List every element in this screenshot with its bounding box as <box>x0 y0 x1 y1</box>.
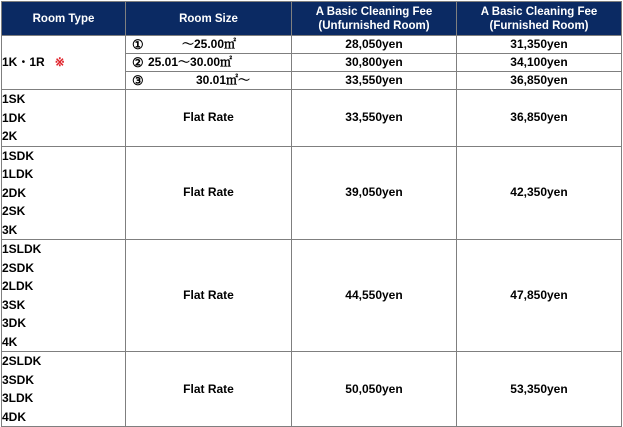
table-row <box>2 90 622 147</box>
room-size-cell <box>126 72 292 90</box>
room-type-cell <box>2 36 126 90</box>
room-type-label: 1SLDK <box>2 242 42 256</box>
room-type-label: 3K <box>2 222 18 237</box>
room-type-label: 3DK <box>2 316 27 330</box>
room-size-cell <box>126 54 292 72</box>
unfurnished-fee-cell: 33,550yen <box>292 90 457 147</box>
unfurnished-fee-cell: 30,800yen <box>292 54 457 72</box>
header-room-type: Room Type <box>2 2 126 36</box>
table-row <box>2 36 622 54</box>
header-unfurnished-line2: (Unfurnished Room) <box>318 19 430 32</box>
furnished-fee-cell: 36,850yen <box>457 72 622 90</box>
header-furnished-line2: (Furnished Room) <box>489 19 589 32</box>
room-type-cell <box>2 240 126 352</box>
cleaning-fee-table <box>1 1 622 427</box>
room-type-label: 2SLDK <box>2 354 42 368</box>
unfurnished-fee-cell: 28,050yen <box>292 36 457 54</box>
room-size-cell: Flat Rate <box>126 146 292 240</box>
room-type-label: 2SDK <box>2 260 35 275</box>
unfurnished-fee-cell: 39,050yen <box>292 146 457 240</box>
furnished-fee-cell: 36,850yen <box>457 90 622 147</box>
room-size-cell: Flat Rate <box>126 90 292 147</box>
room-type-label: 2DK <box>2 185 27 200</box>
room-type-label: 3LDK <box>2 391 34 405</box>
room-type-label: 1DK <box>2 110 27 125</box>
header-furnished-fee <box>457 2 622 36</box>
room-type-label: 3SK <box>2 297 26 312</box>
room-type-label: 4DK <box>2 409 27 424</box>
room-type-label: 3SDK <box>2 372 35 387</box>
table-row <box>2 146 622 240</box>
room-size-cell: Flat Rate <box>126 352 292 427</box>
unfurnished-fee-cell: 33,550yen <box>292 72 457 90</box>
size-number: ② <box>132 55 144 70</box>
size-number: ③ <box>132 73 144 88</box>
room-size-cell: Flat Rate <box>126 240 292 352</box>
room-type-label: 4K <box>2 334 18 349</box>
room-type-cell <box>2 146 126 240</box>
furnished-fee-cell: 42,350yen <box>457 146 622 240</box>
unfurnished-fee-cell: 50,050yen <box>292 352 457 427</box>
room-type-label: 2SK <box>2 204 26 218</box>
room-type-label: 2K <box>2 129 18 143</box>
room-type-label: 1LDK <box>2 167 34 181</box>
room-type-label: 1K・1R <box>2 55 45 69</box>
size-range: 30.01㎡～ <box>196 73 251 87</box>
size-range: ～25.00㎡ <box>182 37 237 51</box>
furnished-fee-cell: 47,850yen <box>457 240 622 352</box>
header-unfurnished-fee <box>292 2 457 36</box>
note-mark: ※ <box>54 55 65 69</box>
table-row <box>2 240 622 352</box>
header-room-size: Room Size <box>126 2 292 36</box>
header-unfurnished-line1: A Basic Cleaning Fee <box>315 5 433 18</box>
size-range: 25.01～30.00㎡ <box>148 55 233 69</box>
table-row <box>2 352 622 427</box>
room-type-label: 1SK <box>2 92 26 106</box>
size-number: ① <box>132 37 144 52</box>
room-type-label: 1SDK <box>2 148 35 163</box>
header-furnished-line1: A Basic Cleaning Fee <box>480 5 598 18</box>
furnished-fee-cell: 34,100yen <box>457 54 622 72</box>
room-size-cell <box>126 36 292 54</box>
header-row <box>2 2 622 36</box>
room-type-cell <box>2 352 126 427</box>
room-type-label: 2LDK <box>2 279 34 293</box>
room-type-cell <box>2 90 126 147</box>
furnished-fee-cell: 53,350yen <box>457 352 622 427</box>
unfurnished-fee-cell: 44,550yen <box>292 240 457 352</box>
furnished-fee-cell: 31,350yen <box>457 36 622 54</box>
